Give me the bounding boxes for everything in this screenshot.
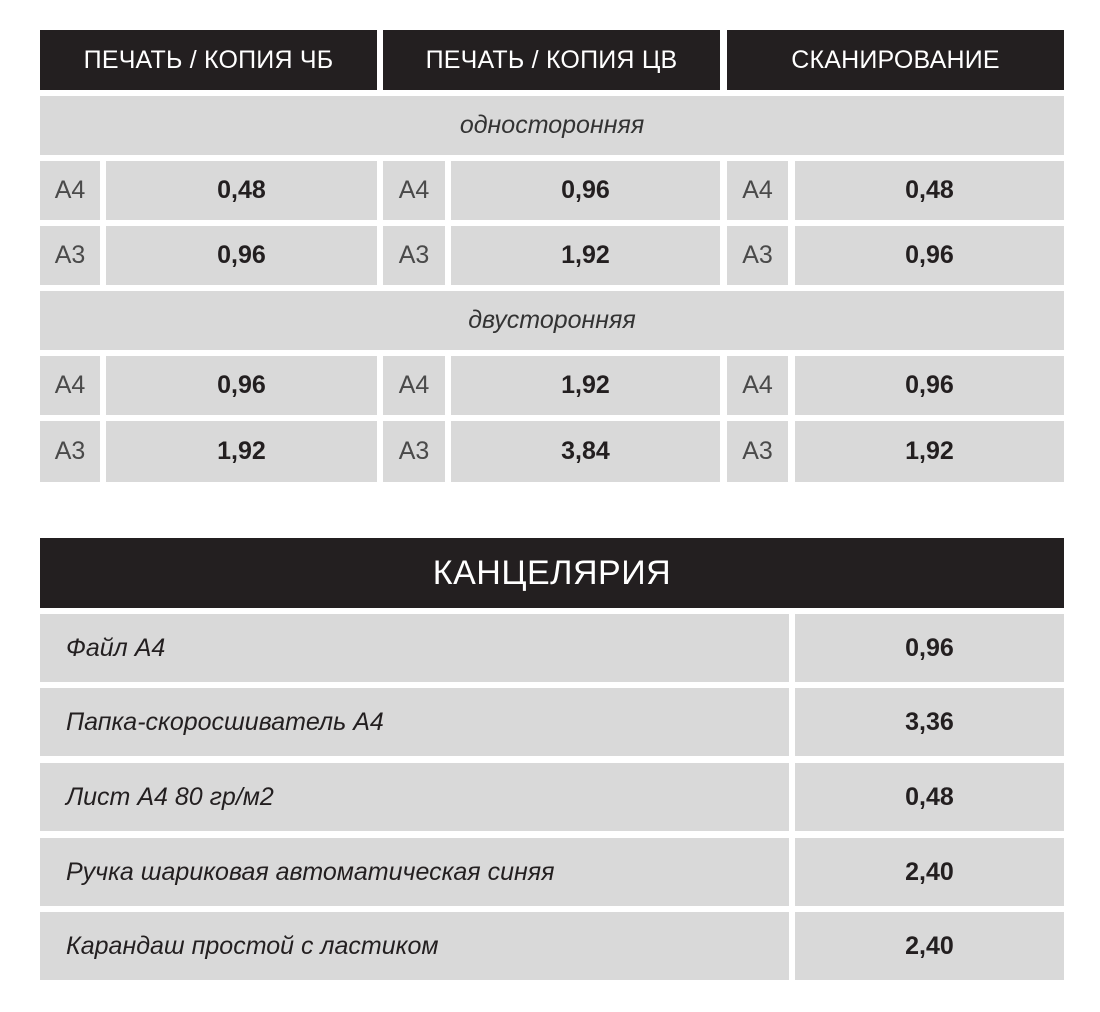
stationery-item-name: Карандаш простой с ластиком bbox=[40, 912, 789, 980]
price-value: 1,92 bbox=[795, 421, 1064, 482]
paper-size-label: А3 bbox=[40, 421, 100, 482]
paper-size-label: А3 bbox=[727, 421, 788, 482]
stationery-item-price: 0,96 bbox=[795, 614, 1064, 682]
paper-size-label: А3 bbox=[727, 226, 788, 285]
price-value: 0,96 bbox=[451, 161, 720, 220]
section-label-double-sided: двусторонняя bbox=[40, 291, 1064, 350]
price-value: 0,96 bbox=[795, 356, 1064, 415]
paper-size-label: А4 bbox=[727, 356, 788, 415]
price-value: 0,96 bbox=[795, 226, 1064, 285]
stationery-item-name: Папка-скоросшиватель А4 bbox=[40, 688, 789, 756]
price-value: 0,48 bbox=[106, 161, 377, 220]
paper-size-label: А4 bbox=[383, 161, 445, 220]
stationery-item-price: 0,48 bbox=[795, 763, 1064, 831]
stationery-item-price: 2,40 bbox=[795, 912, 1064, 980]
stationery-item-name: Ручка шариковая автоматическая синяя bbox=[40, 838, 789, 906]
paper-size-label: А4 bbox=[383, 356, 445, 415]
price-value: 0,96 bbox=[106, 356, 377, 415]
paper-size-label: А4 bbox=[40, 356, 100, 415]
price-value: 0,48 bbox=[795, 161, 1064, 220]
header-print-color: ПЕЧАТЬ / КОПИЯ ЦВ bbox=[383, 30, 720, 90]
paper-size-label: А3 bbox=[383, 421, 445, 482]
price-value: 1,92 bbox=[106, 421, 377, 482]
header-scanning: СКАНИРОВАНИЕ bbox=[727, 30, 1064, 90]
stationery-item-name: Файл А4 bbox=[40, 614, 789, 682]
price-value: 1,92 bbox=[451, 226, 720, 285]
stationery-item-price: 2,40 bbox=[795, 838, 1064, 906]
stationery-item-price: 3,36 bbox=[795, 688, 1064, 756]
paper-size-label: А4 bbox=[40, 161, 100, 220]
stationery-item-name: Лист А4 80 гр/м2 bbox=[40, 763, 789, 831]
price-value: 1,92 bbox=[451, 356, 720, 415]
header-print-bw: ПЕЧАТЬ / КОПИЯ ЧБ bbox=[40, 30, 377, 90]
paper-size-label: А3 bbox=[383, 226, 445, 285]
paper-size-label: А3 bbox=[40, 226, 100, 285]
paper-size-label: А4 bbox=[727, 161, 788, 220]
price-value: 3,84 bbox=[451, 421, 720, 482]
stationery-title: КАНЦЕЛЯРИЯ bbox=[40, 538, 1064, 608]
section-label-single-sided: односторонняя bbox=[40, 96, 1064, 155]
price-value: 0,96 bbox=[106, 226, 377, 285]
